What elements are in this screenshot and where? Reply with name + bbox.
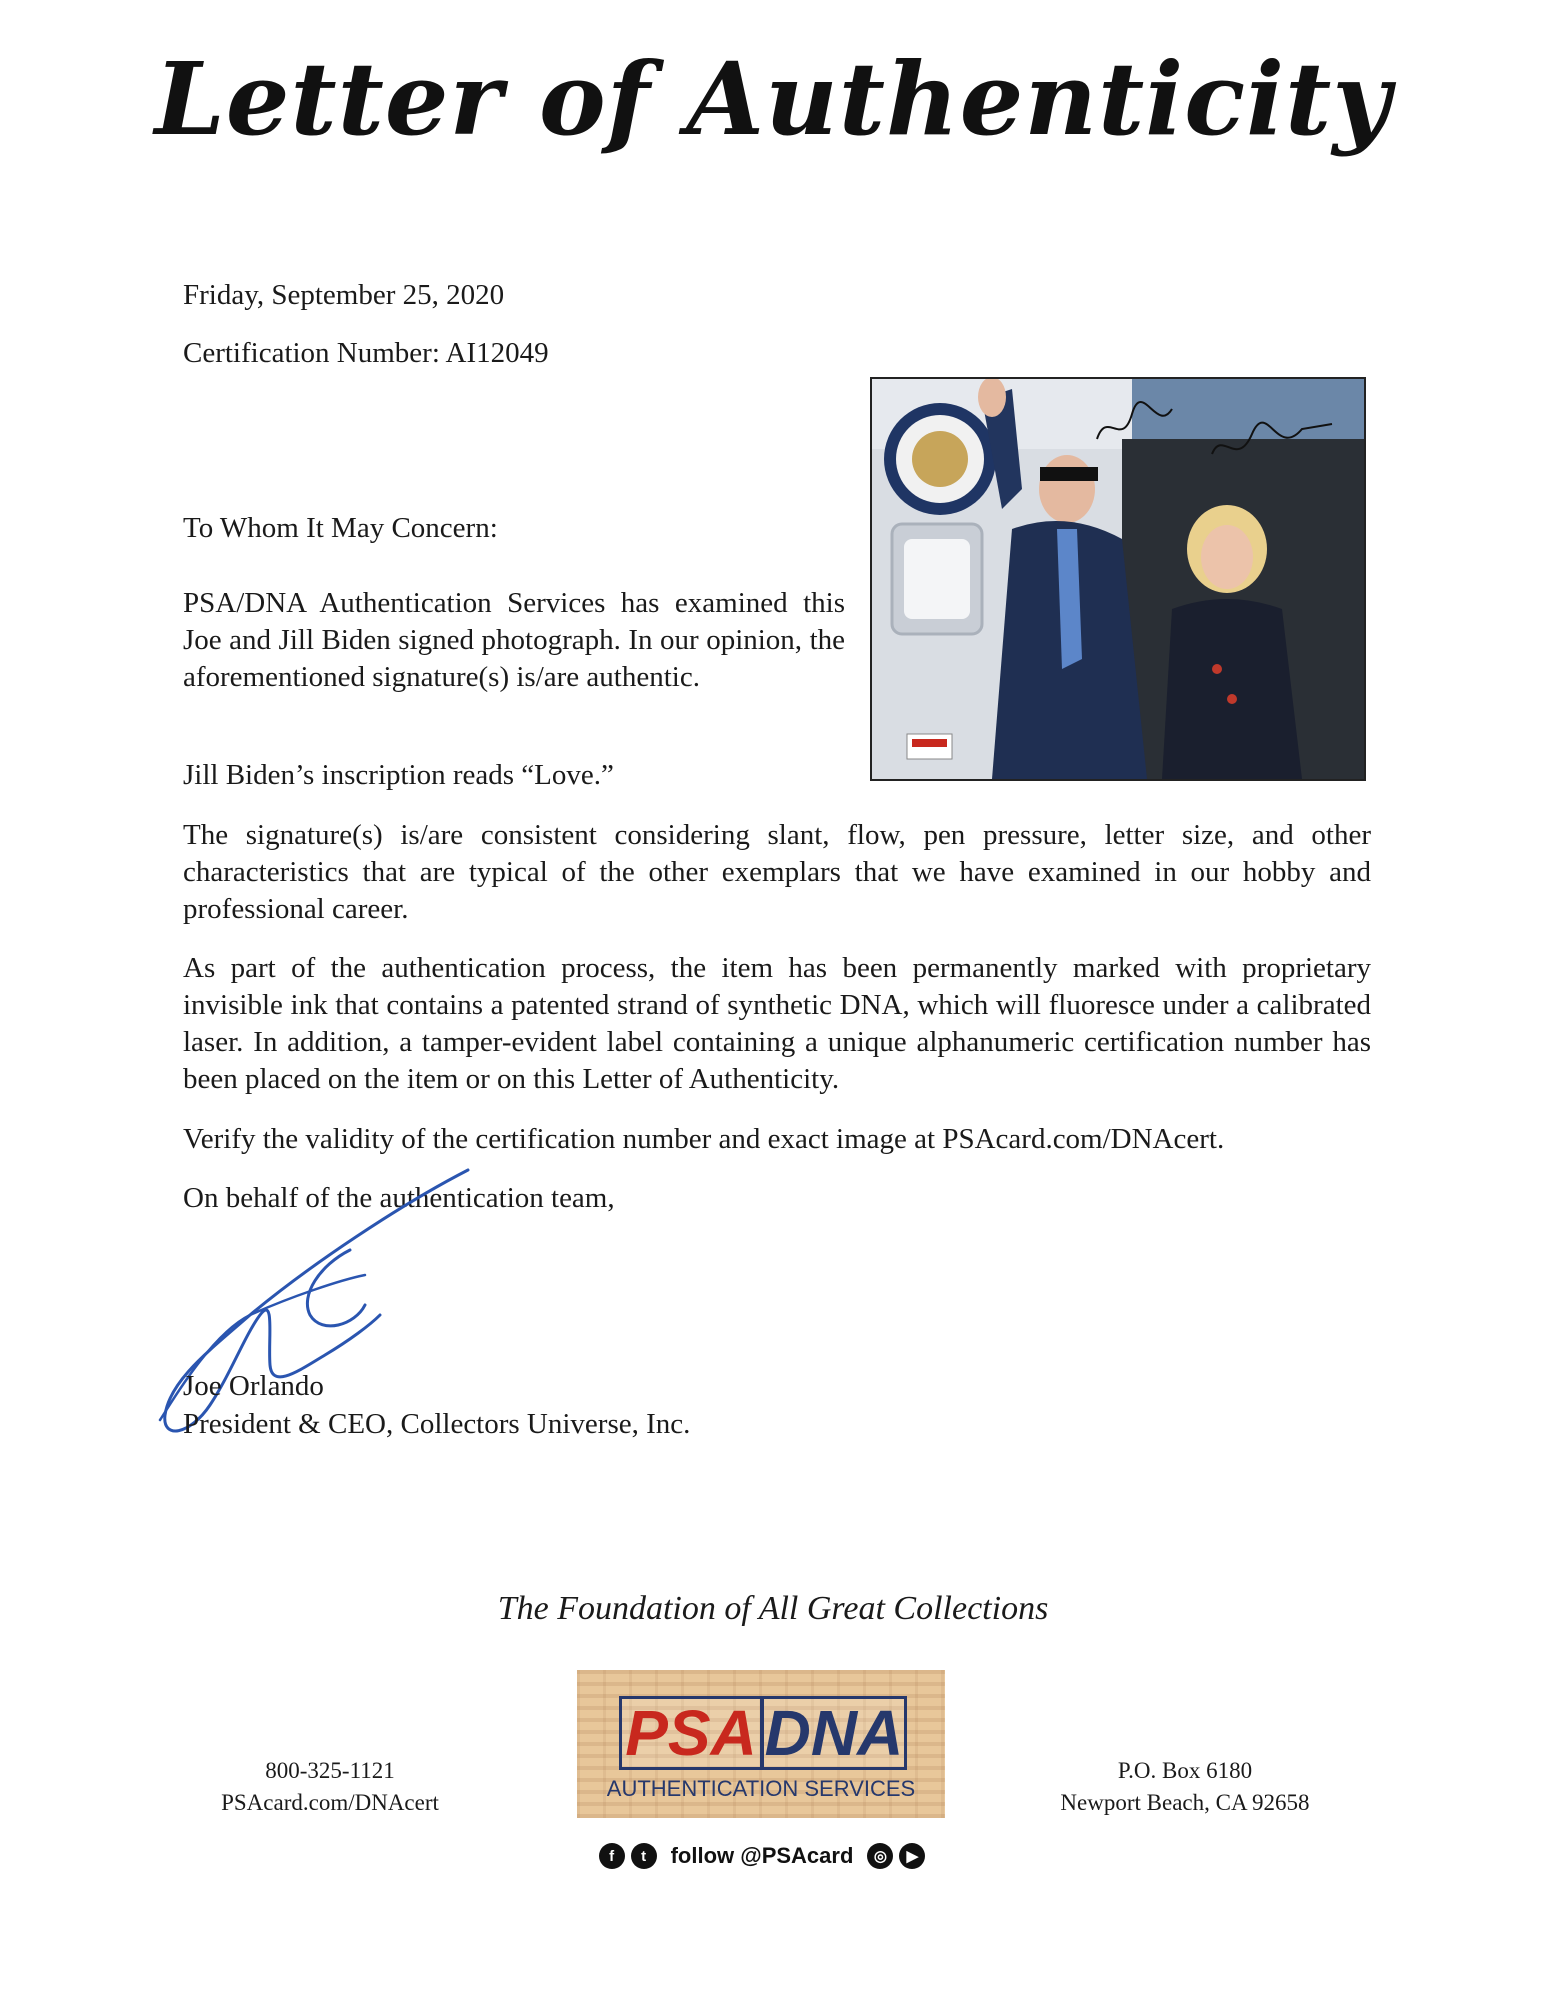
signer-name: Joe Orlando [183,1370,324,1402]
handwritten-signature [150,1165,510,1445]
tagline: The Foundation of All Great Collections [497,1590,1049,1627]
paragraph-closing: On behalf of the authentication team, [183,1182,615,1214]
photograph-image [872,379,1364,779]
twitter-icon[interactable]: t [631,1843,657,1869]
social-handle[interactable]: follow @PSAcard [670,1843,854,1868]
paragraph-verify: Verify the validity of the certification number and exact image at PSAcard.com/DNAcert. [183,1123,1225,1155]
footer-phone: 800-325-1121 [265,1758,395,1783]
signed-photograph [870,377,1366,781]
instagram-icon[interactable]: ◎ [867,1843,893,1869]
signer-title: President & CEO, Collectors Universe, Inc. [183,1408,691,1440]
footer-city: Newport Beach, CA 92658 [1060,1790,1310,1815]
footer-website[interactable]: PSAcard.com/DNAcert [221,1790,439,1815]
paragraph-process: As part of the authentication process, the item has been permanently marked with proprietary invisible ink that contains a patented strand of synthetic DNA, which will fluoresce under a calibrated laser. In addition, a tamper-evident label containing a unique alphanumeric certification number has been placed on the item or on this Letter of Authenticity. [183,952,1371,1095]
youtube-icon[interactable]: ▶ [899,1843,925,1869]
logo-subtitle: AUTHENTICATION SERVICES [606,1776,916,1801]
footer-address [1035,1755,1335,1819]
paragraph-inscription: Jill Biden’s inscription reads “Love.” [183,759,614,791]
certification-number: Certification Number: AI12049 [183,337,549,369]
footer-contact [180,1755,480,1819]
greeting: To Whom It May Concern: [183,512,498,544]
social-bar [590,1838,934,1874]
logo-dna: DNA [761,1696,907,1770]
facebook-icon[interactable]: f [599,1843,625,1869]
logo-psa: PSA [619,1696,763,1770]
document-title: Letter of Authenticity [154,40,1392,158]
psa-dna-logo [577,1670,945,1818]
paragraph-consistency: The signature(s) is/are consistent considering slant, flow, pen pressure, letter size, and other characteristics that are typical of the other exemplars that we have examined in our hobby and professional career. [183,819,1371,925]
date: Friday, September 25, 2020 [183,279,505,311]
footer-po-box: P.O. Box 6180 [1117,1758,1253,1783]
paragraph-examination: PSA/DNA Authentication Services has examined this Joe and Jill Biden signed photograph. In our opinion, the aforementioned signature(s) is/are authentic. [183,587,845,693]
